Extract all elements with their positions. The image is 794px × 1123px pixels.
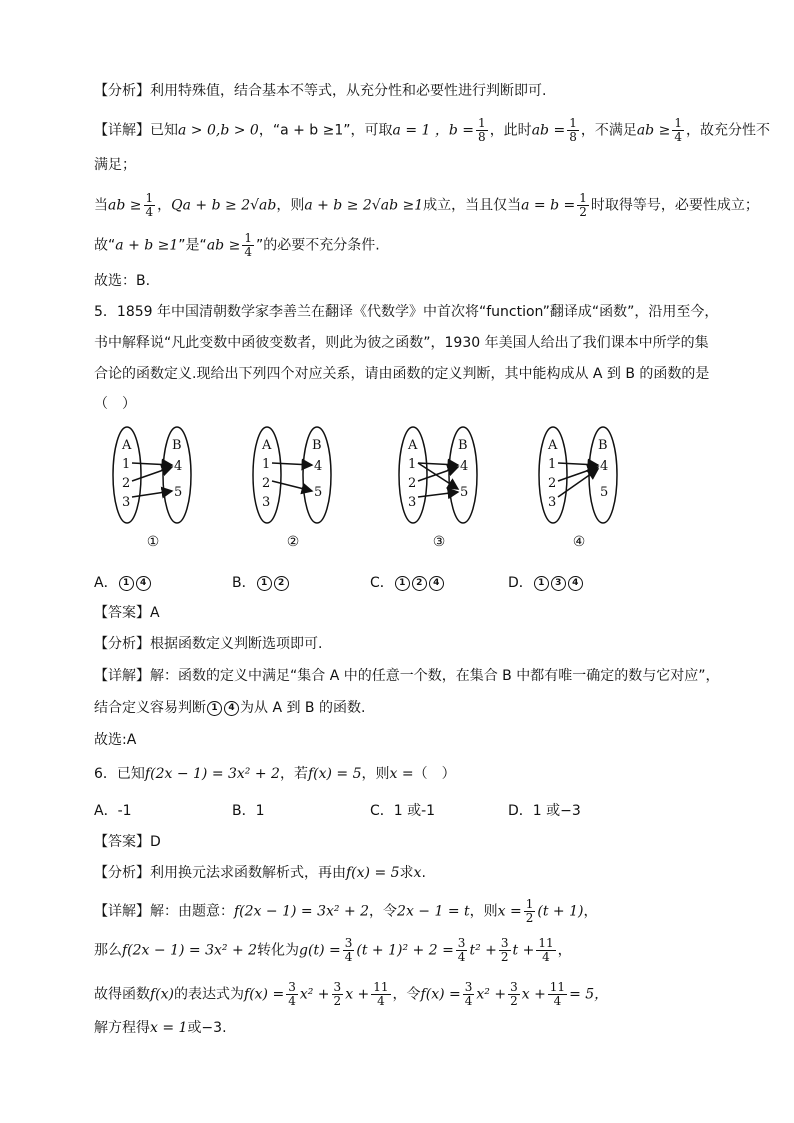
circled-number: 2 — [412, 576, 427, 591]
numerator: 1 — [525, 897, 534, 911]
text-segment: ，令 — [392, 986, 421, 1003]
set-b-element: 4 — [460, 459, 469, 474]
math-condition: a > 0,b > 0 — [178, 122, 259, 139]
numerator: 1 — [579, 191, 587, 205]
answer-tag: 【答案】 — [94, 834, 150, 850]
diagram-1 — [113, 427, 191, 523]
math-function: g(t) = — [299, 942, 341, 959]
set-a-element: 1 — [122, 457, 131, 472]
denominator: 2 — [510, 994, 518, 1008]
numerator: 1 — [569, 116, 577, 130]
q5-choice — [94, 730, 136, 750]
q5-option-a — [94, 572, 152, 592]
circled-number: 1 — [119, 576, 134, 591]
set-a-element: 2 — [408, 476, 417, 491]
set-a-element: 3 — [262, 495, 271, 510]
math-expression: t + — [512, 942, 535, 959]
fraction-1-4 — [144, 192, 156, 219]
denominator: 4 — [288, 994, 296, 1008]
text-segment: 或−3. — [187, 1020, 227, 1036]
detail-text: 解：函数的定义中满足“集合 A 中的任意一个数，在集合 B 中都有唯一确定的数与它对应”， — [150, 668, 720, 684]
q5-detail-2 — [94, 698, 365, 718]
q5-line-2 — [94, 333, 709, 353]
math-inequality: Qa + b ≥ 2√ab — [171, 197, 277, 214]
circled-number: 1 — [207, 701, 222, 716]
set-a-element: 1 — [548, 457, 557, 472]
text-segment: 求 — [399, 865, 414, 881]
text-segment: 故得函数 — [94, 986, 150, 1003]
circled-number: 3 — [551, 576, 566, 591]
text-segment: 利用换元法求函数解析式，再由 — [150, 865, 346, 881]
q6-option-c — [370, 800, 435, 820]
detail-line-1 — [94, 117, 770, 144]
caption-text: ② — [286, 534, 300, 550]
text-segment: 当 — [94, 197, 108, 214]
numerator: 11 — [538, 936, 554, 950]
q6-stem — [94, 764, 456, 784]
math-function: f(x) — [150, 986, 175, 1003]
fraction-1-4 — [672, 117, 684, 144]
set-a-element: 2 — [262, 476, 271, 491]
math-expression: x² + — [476, 986, 507, 1003]
fraction-3-4 — [286, 981, 298, 1008]
text-segment: ，则 — [469, 903, 498, 920]
numerator: 1 — [145, 191, 154, 205]
denominator: 4 — [145, 205, 154, 219]
text-segment: ，令 — [369, 903, 398, 920]
fraction-3-4 — [463, 981, 475, 1008]
set-a-label: A — [548, 438, 558, 453]
q5-option-c — [370, 572, 445, 592]
math-expression: = 5， — [569, 986, 609, 1003]
circled-number: 2 — [274, 576, 289, 591]
set-b-element: 4 — [174, 459, 183, 474]
fraction-11-4 — [548, 981, 567, 1008]
text-segment: 那么 — [94, 942, 122, 959]
fraction-1-2 — [524, 898, 536, 925]
text-segment: ，故充分性不 — [685, 122, 770, 139]
math-function: f(x) = 5 — [307, 766, 362, 782]
q5-detail-1 — [94, 666, 720, 686]
text-segment: 书中解释说“凡此变数中函彼变数者，则此为彼之函数”，1930 年美国人给出了我们课本中所学的集 — [94, 335, 709, 351]
denominator: 4 — [464, 994, 473, 1008]
diagram-caption-4 — [569, 535, 589, 550]
set-a-element: 3 — [548, 495, 557, 510]
math-expression: x + — [521, 986, 546, 1003]
diagram-3 — [399, 427, 477, 523]
math-expression: t² + — [469, 942, 497, 959]
numerator: 1 — [478, 116, 486, 130]
text-segment: 满足； — [94, 157, 136, 173]
text-segment: ，“a + b ≥1”，可取 — [258, 122, 393, 139]
fraction-3-4 — [456, 937, 468, 964]
set-a-label: A — [122, 438, 132, 453]
math-ab-ge: ab ≥ — [636, 122, 671, 139]
diagram-caption-1 — [143, 535, 163, 550]
set-a-element: 2 — [122, 476, 131, 491]
q5-line-1 — [94, 302, 718, 322]
circled-number: 1 — [395, 576, 410, 591]
set-a-label: A — [408, 438, 418, 453]
diagram-caption-3 — [429, 535, 449, 550]
numerator: 3 — [500, 936, 509, 950]
option-text: D．1 或−3 — [508, 803, 581, 819]
denominator: 4 — [377, 994, 385, 1008]
math-ab-ge: ab ≥ — [108, 197, 142, 214]
set-b-element: 5 — [314, 485, 323, 500]
answer-text: D — [150, 834, 161, 850]
caption-text: ④ — [572, 534, 586, 550]
text-segment: 解：由题意： — [150, 903, 234, 920]
q6-option-d — [508, 800, 581, 820]
q6-detail-3 — [94, 981, 608, 1008]
option-text: C．1 或-1 — [370, 803, 436, 819]
detail-line-3 — [94, 192, 759, 219]
math-ab: ab = — [531, 122, 566, 139]
numerator: 3 — [464, 980, 473, 994]
math-a-value: a = 1 ， — [392, 122, 449, 139]
math-solution: x = 1 — [150, 1020, 188, 1036]
q6-option-a — [94, 800, 132, 820]
option-label: D． — [508, 575, 533, 591]
set-b-label: B — [312, 438, 322, 453]
set-b-label: B — [598, 438, 608, 453]
answer-tag: 【答案】 — [94, 605, 150, 621]
numerator: 3 — [288, 980, 296, 994]
diagram-2 — [253, 427, 331, 523]
caption-text: ① — [146, 534, 160, 550]
q6-answer — [94, 832, 161, 852]
set-b-element: 5 — [174, 485, 183, 500]
numerator: 3 — [344, 936, 353, 950]
option-text: A．-1 — [94, 803, 132, 819]
text-segment: ， — [583, 903, 598, 920]
caption-text: ③ — [432, 534, 446, 550]
math-expression: x + — [345, 986, 370, 1003]
math-expression: (t + 1)² + 2 = — [356, 942, 454, 959]
detail-text: 为从 A 到 B 的函数. — [240, 700, 366, 716]
math-ab-ge: ab ≥ — [206, 237, 241, 254]
set-a-element: 2 — [548, 476, 557, 491]
math-x: x — [413, 865, 422, 881]
fraction-1-8 — [567, 117, 579, 144]
set-b-element: 4 — [314, 459, 323, 474]
text-segment: 6．已知 — [94, 766, 145, 782]
set-a-element: 3 — [408, 495, 417, 510]
math-function: f(x) = — [420, 986, 461, 1003]
analysis-text: 根据函数定义判断选项即可. — [150, 636, 323, 652]
denominator: 4 — [244, 245, 252, 259]
text-segment: . — [421, 865, 426, 881]
numerator: 3 — [333, 980, 342, 994]
text-segment: ”是“ — [178, 237, 207, 254]
denominator: 4 — [674, 130, 682, 144]
denominator: 2 — [579, 205, 587, 219]
text-segment: （ ） — [413, 766, 456, 782]
numerator: 11 — [549, 980, 566, 994]
circled-number: 1 — [257, 576, 272, 591]
math-function: f(2x − 1) = 3x² + 2 — [122, 942, 258, 959]
text-segment: ， — [557, 942, 572, 959]
math-inequality: a + b ≥ 2√ab ≥1 — [304, 197, 424, 214]
detail-tag: 【详解】 — [94, 668, 150, 684]
set-b-element: 5 — [600, 485, 609, 500]
denominator: 2 — [333, 994, 342, 1008]
text-segment: ”的必要不充分条件. — [255, 237, 380, 254]
denominator: 4 — [542, 950, 550, 964]
denominator: 4 — [553, 994, 562, 1008]
set-a-element: 1 — [408, 457, 417, 472]
set-a-element: 3 — [122, 495, 131, 510]
numerator: 11 — [373, 980, 389, 994]
option-label: A． — [94, 575, 118, 591]
detail-tag: 【详解】 — [94, 122, 150, 139]
circled-number: 4 — [568, 576, 583, 591]
text-segment: 故选：B. — [94, 273, 151, 289]
text-segment: ， — [157, 197, 172, 214]
text-segment: 转化为 — [257, 942, 300, 959]
math-function: f(x) = — [244, 986, 285, 1003]
q5-line-4 — [94, 394, 136, 414]
q6-analysis — [94, 863, 426, 883]
math-x: x = — [497, 903, 522, 920]
numerator: 1 — [674, 116, 682, 130]
fraction-1-4 — [242, 232, 254, 259]
text-segment: 成立，当且仅当 — [423, 197, 522, 214]
analysis-tag: 【分析】 — [94, 865, 150, 881]
text-segment: ，此时 — [489, 122, 532, 139]
mapping-diagrams — [0, 425, 794, 535]
fraction-3-4 — [343, 937, 355, 964]
set-b-label: B — [458, 438, 468, 453]
denominator: 4 — [457, 950, 466, 964]
set-a-label: A — [262, 438, 272, 453]
detail-text: 结合定义容易判断 — [94, 700, 206, 716]
circled-number: 4 — [429, 576, 444, 591]
fraction-1-8 — [476, 117, 488, 144]
q6-detail-4 — [94, 1018, 227, 1038]
fraction-3-2 — [499, 937, 511, 964]
numerator: 1 — [244, 231, 252, 245]
fraction-11-4 — [536, 937, 555, 964]
text-segment: （ ） — [94, 396, 136, 412]
set-a-element: 1 — [262, 457, 271, 472]
choice-line — [94, 271, 150, 291]
q6-detail-2 — [94, 937, 572, 964]
text-segment: 合论的函数定义.现给出下列四个对应关系，请由函数的定义判断，其中能构成从 A 到 B 的函数的是 — [94, 366, 710, 382]
detail-line-4 — [94, 232, 380, 259]
q5-line-3 — [94, 364, 709, 384]
text-segment: 时取得等号，必要性成立； — [590, 197, 759, 214]
math-expression: x² + — [299, 986, 330, 1003]
q6-detail-1 — [94, 898, 597, 925]
q6-option-b — [232, 800, 265, 820]
text-segment: ，则 — [361, 766, 390, 782]
text-segment: 已知 — [150, 122, 178, 139]
math-function: f(x) = 5 — [346, 865, 400, 881]
set-b-label: B — [172, 438, 182, 453]
text-segment: 故“ — [94, 237, 116, 254]
math-x: x = — [389, 766, 414, 782]
denominator: 2 — [525, 911, 534, 925]
numerator: 3 — [457, 936, 466, 950]
analysis-line-1 — [94, 81, 546, 101]
answer-text: A — [150, 605, 160, 621]
q5-analysis — [94, 634, 322, 654]
option-label: C． — [370, 575, 394, 591]
denominator: 8 — [569, 130, 577, 144]
text-segment: 的表达式为 — [174, 986, 245, 1003]
math-equality: a = b = — [521, 197, 576, 214]
text-segment: 5．1859 年中国清朝数学家李善兰在翻译《代数学》中首次将“function”翻译成“函数”，沿用至今， — [94, 304, 719, 320]
text-segment: ，则 — [276, 197, 305, 214]
fraction-3-2 — [508, 981, 520, 1008]
fraction-3-2 — [332, 981, 344, 1008]
circled-number: 4 — [136, 576, 151, 591]
math-b-label: b = — [448, 122, 475, 139]
q5-answer — [94, 603, 160, 623]
analysis-tag: 【分析】 — [94, 83, 150, 99]
circled-number: 1 — [534, 576, 549, 591]
option-label: B． — [232, 575, 256, 591]
denominator: 2 — [500, 950, 509, 964]
choice-text: 故选:A — [94, 732, 137, 748]
analysis-text: 利用特殊值，结合基本不等式，从充分性和必要性进行判断即可. — [150, 83, 547, 99]
math-condition: a + b ≥1 — [115, 237, 179, 254]
circled-number: 4 — [224, 701, 239, 716]
text-segment: 解方程得 — [94, 1020, 150, 1036]
text-segment: ，不满足 — [580, 122, 637, 139]
diagram-caption-2 — [283, 535, 303, 550]
math-substitution: 2x − 1 = t — [397, 903, 470, 920]
fraction-11-4 — [371, 981, 390, 1008]
q5-option-d — [508, 572, 584, 592]
text-segment: ，若 — [279, 766, 308, 782]
denominator: 8 — [478, 130, 486, 144]
set-b-element: 4 — [600, 459, 609, 474]
detail-tag: 【详解】 — [94, 903, 150, 920]
denominator: 4 — [344, 950, 353, 964]
fraction-1-2 — [577, 192, 589, 219]
analysis-tag: 【分析】 — [94, 636, 150, 652]
diagram-4 — [539, 427, 617, 523]
numerator: 3 — [510, 980, 518, 994]
q5-option-b — [232, 572, 290, 592]
set-b-element: 5 — [460, 485, 469, 500]
option-text: B．1 — [232, 803, 265, 819]
math-function: f(2x − 1) = 3x² + 2 — [144, 766, 280, 782]
math-expression: (t + 1) — [537, 903, 584, 920]
detail-line-2 — [94, 155, 136, 175]
math-function: f(2x − 1) = 3x² + 2 — [234, 903, 370, 920]
